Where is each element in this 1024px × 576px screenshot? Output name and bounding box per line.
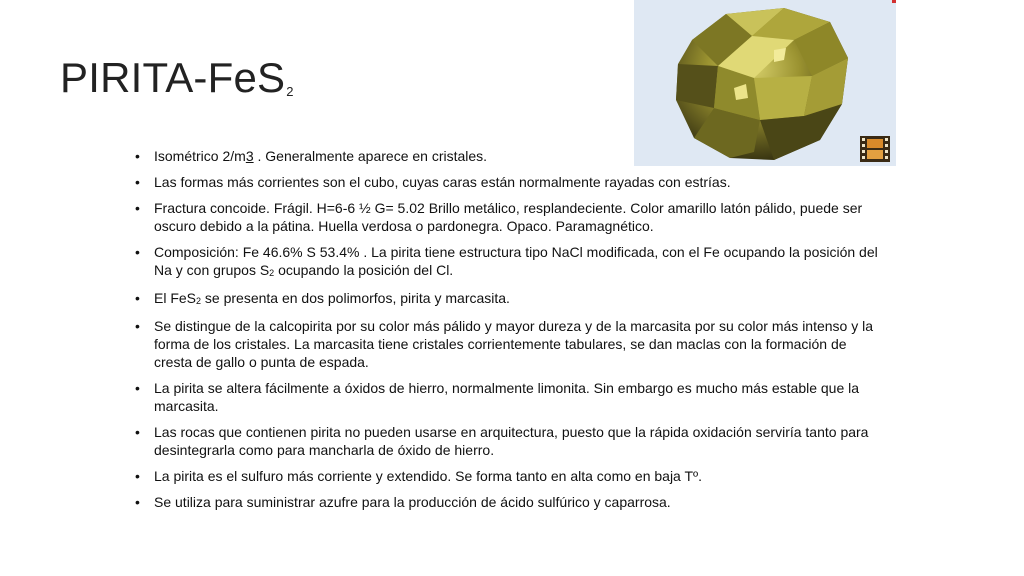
bullet-item: • El FeS2 se presenta en dos polimorfos, pirita y marcasita. [135, 290, 510, 306]
bullet-item: • Fractura concoide. Frágil. H=6-6 ½ G= 5.02 Brillo metálico, resplandeciente. Color amarillo latón pálido, puede ser oscuro debido a la pátina. Huella verdosa o pardonegra. Opaco. Paramagnético. [135, 200, 863, 234]
bullet-dot: • [135, 380, 140, 396]
subscript: 2 [269, 268, 275, 278]
bullet-dot: • [135, 244, 140, 260]
title-main: PIRITA-FeS [60, 54, 286, 101]
bullet-dot: • [135, 148, 140, 164]
bullet-item: • La pirita se altera fácilmente a óxidos de hierro, normalmente limonita. Sin embargo es mucho más estable que la marcasita. [135, 380, 860, 414]
subscript: 2 [196, 296, 202, 306]
pyrite-crystal-image [634, 0, 896, 166]
bullet-item: • Isométrico 2/m3 . Generalmente aparece en cristales. [135, 148, 488, 164]
pyrite-photo [634, 0, 896, 166]
bullet-dot: • [135, 318, 140, 334]
isometric-class-digit: 3 [245, 148, 254, 164]
bullet-dot: • [135, 424, 140, 440]
bullet-item: • Las rocas que contienen pirita no pueden usarse en arquitectura, puesto que la rápida oxidación serviría tanto para desintegrarla como para mancharla de óxido de hierro. [135, 424, 869, 458]
bullet-dot: • [135, 290, 140, 306]
bullet-item: • La pirita es el sulfuro más corriente y extendido. Se forma tanto en alta como en baja Tº. [135, 468, 703, 484]
bullet-item: • Se utiliza para suministrar azufre para la producción de ácido sulfúrico y caparrosa. [135, 494, 671, 510]
bullet-item: • Composición: Fe 46.6% S 53.4% . La pirita tiene estructura tipo NaCl modificada, con el Fe ocupando la posición del Na y con grupos S2 ocupando la posición del Cl. [135, 244, 878, 278]
bullet-dot: • [135, 468, 140, 484]
bullet-item: • Las formas más corrientes son el cubo, cuyas caras están normalmente rayadas con estrías. [135, 174, 731, 190]
bullet-dot: • [135, 200, 140, 216]
bullet-dot: • [135, 494, 140, 510]
title-subscript: 2 [286, 84, 294, 99]
slide-title [60, 54, 294, 102]
corner-mark [892, 0, 896, 3]
bullet-dot: • [135, 174, 140, 190]
bullet-list [133, 147, 878, 519]
bullet-item: • Se distingue de la calcopirita por su color más pálido y mayor dureza y de la marcasita por su color más intenso y la forma de los cristales. La marcasita tiene cristales corrientemente tabulares, se dan maclas con la formación de cresta de gallo o punta de espada. [135, 318, 874, 370]
